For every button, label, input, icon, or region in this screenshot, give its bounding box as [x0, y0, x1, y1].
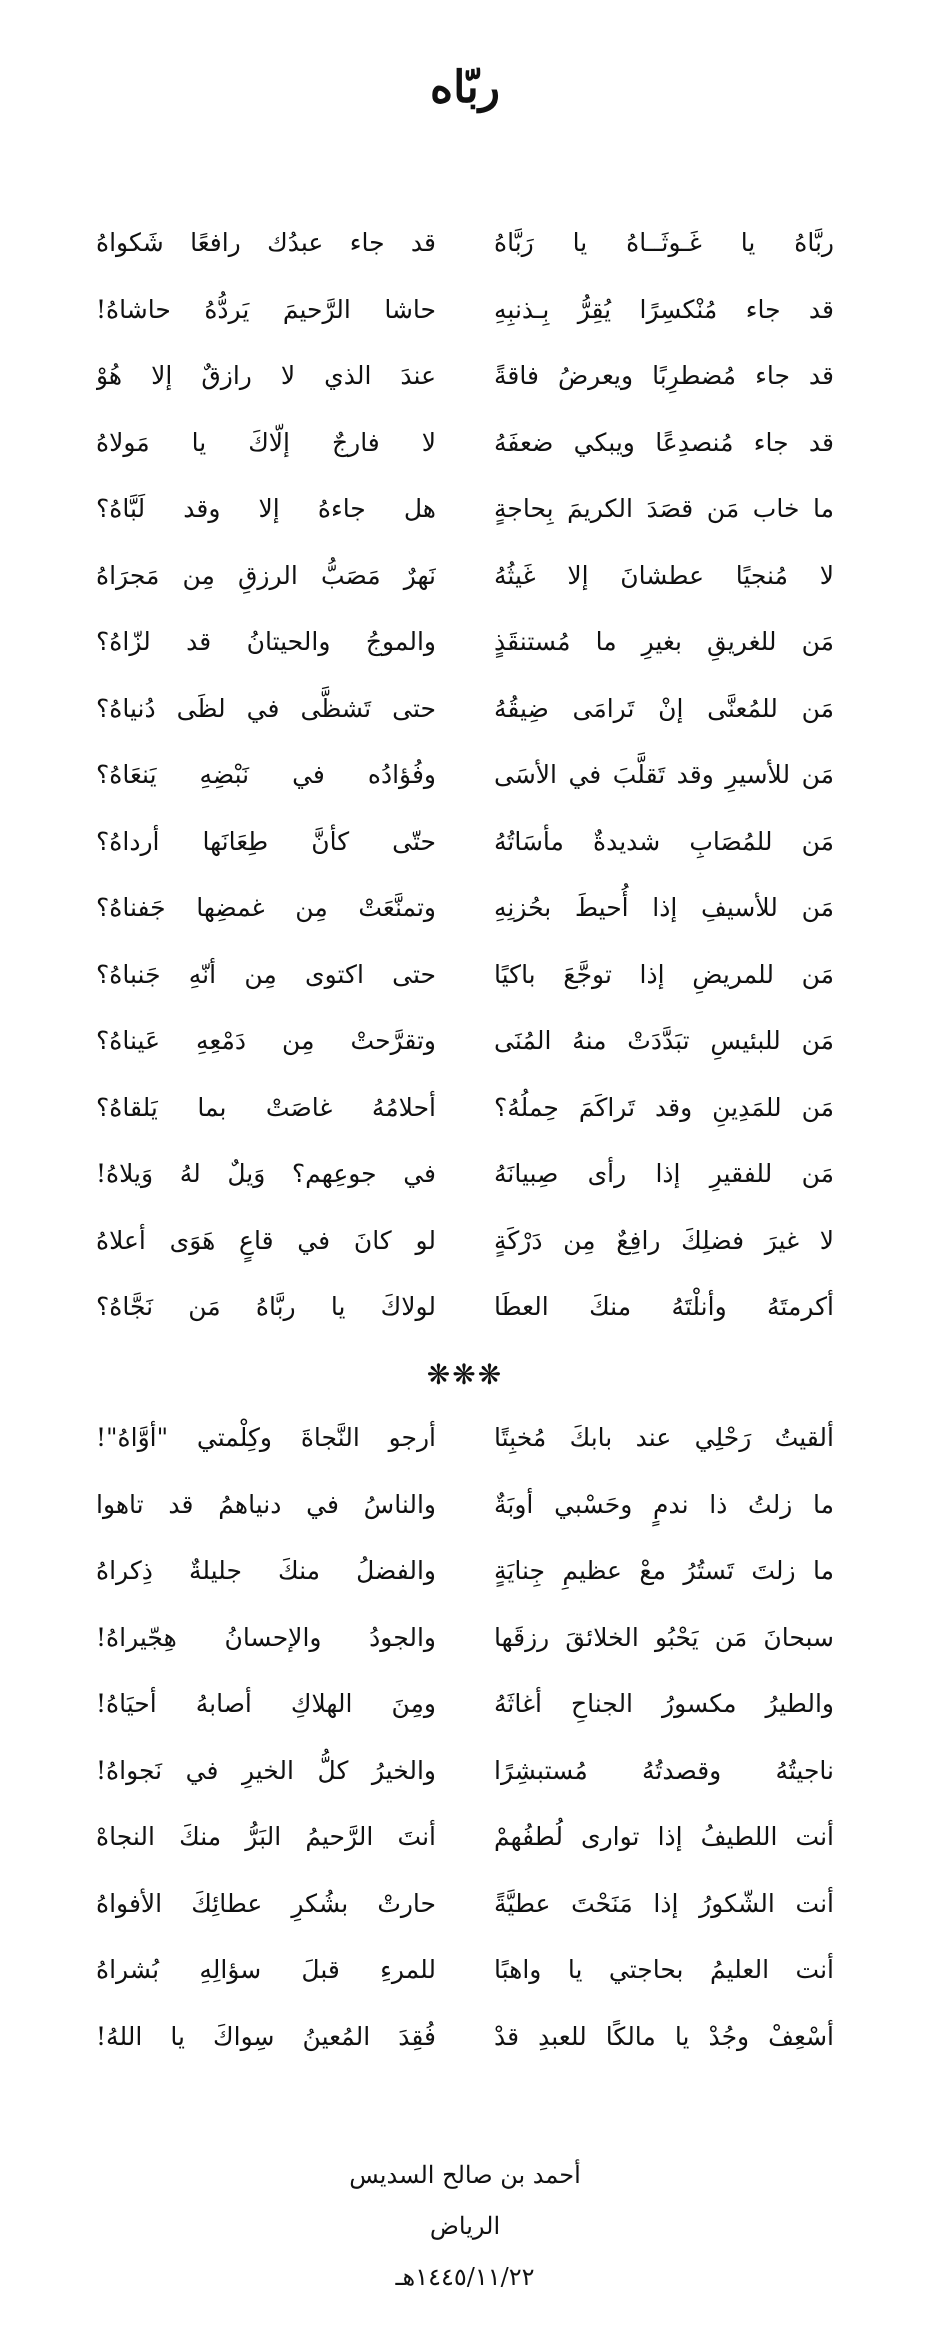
verse-line — [96, 1937, 834, 2004]
first-hemistich: قد جاء مُضطرِبًا ويعرضُ فاقةً — [494, 361, 834, 391]
first-hemistich: ألقيتُ رَحْلِي عند بابكَ مُخبِتًا — [494, 1423, 834, 1453]
verse-line — [96, 1405, 834, 1472]
section-divider: ❋❋❋ — [426, 1358, 504, 1391]
second-hemistich: حتّى كأنَّ طِعَانَها أرداهُ؟ — [96, 826, 436, 856]
first-hemistich: ما زلتَ تَستُرُ معْ عظيمِ جِنايَةٍ — [494, 1556, 834, 1586]
second-hemistich: لا فارجٌ إلّاكَ يا مَولاهُ — [96, 427, 436, 457]
verse-line — [96, 476, 834, 543]
first-hemistich: لا غيرَ فضلِكَ رافِعٌ مِن دَرْكَةٍ — [494, 1225, 834, 1255]
verse-line — [96, 1871, 834, 1938]
verse-line — [96, 1804, 834, 1871]
first-hemistich: مَن للمَدِينِ وقد تَراكَمَ حِملُهُ؟ — [494, 1092, 834, 1122]
first-hemistich: أنت الشّكورُ إذا مَنَحْتَ عطيَّةً — [494, 1888, 834, 1918]
first-hemistich: ما خاب مَن قصَدَ الكريمَ بِحاجةٍ — [494, 494, 834, 524]
second-hemistich: أنتَ الرَّحيمُ البَرُّ منكَ النجاهْ — [96, 1822, 436, 1852]
second-hemistich: عندَ الذي لا رازقٌ إلا هُوْ — [96, 361, 436, 391]
first-hemistich: قد جاء مُنْكسِرًا يُقِرُّ بِـذنبِهِ — [494, 294, 834, 324]
first-hemistich: أسْعِفْ وجُدْ يا مالكًا للعبدِ قدْ — [494, 2021, 834, 2051]
first-hemistich: لا مُنجيًا عطشانَ إلا غَيثُهُ — [494, 560, 834, 590]
second-hemistich: قد جاء عبدُك رافعًا شَكواهُ — [96, 228, 436, 258]
verse-line — [96, 1008, 834, 1075]
poem-title: ربّاه — [430, 62, 500, 113]
first-hemistich: سبحانَ مَن يَحْبُو الخلائقَ رزقَها — [494, 1622, 834, 1652]
first-hemistich: أنت العليمُ بحاجتي يا واهبًا — [494, 1955, 834, 1985]
verse-line — [96, 942, 834, 1009]
second-hemistich: للمرءِ قبلَ سؤالِهِ بُشراهُ — [96, 1955, 436, 1985]
second-hemistich: والموجُ والحيتانُ قد لزّاهُ؟ — [96, 627, 436, 657]
hijri-date: ١٤٤٥/١١/٢٢هـ — [395, 2263, 535, 2291]
second-hemistich: حاشا الرَّحيمَ يَردُّهُ حاشاهُ! — [96, 294, 436, 324]
verse-line — [96, 742, 834, 809]
verse-line — [96, 277, 834, 344]
second-hemistich: والخيرُ كلُّ الخيرِ في نَجواهُ! — [96, 1755, 436, 1785]
second-hemistich: أرجو النَّجاةَ وكِلْمتي "أوَّاهُ"! — [96, 1423, 436, 1453]
second-hemistich: حتى اكتوى مِن أنّهِ جَنباهُ؟ — [96, 959, 436, 989]
first-hemistich: مَن للمُعنَّى إنْ تَرامَى ضِيقُهُ — [494, 693, 834, 723]
second-hemistich: نَهرٌ مَصَبُّ الرزقِ مِن مَجرَاهُ — [96, 560, 436, 590]
second-hemistich: فُقِدَ المُعينُ سِواكَ يا اللهُ! — [96, 2021, 436, 2051]
verse-line — [96, 343, 834, 410]
second-hemistich: والفضلُ منكَ جليلةٌ ذِكراهُ — [96, 1556, 436, 1586]
verse-line — [96, 1472, 834, 1539]
verse-line — [96, 1208, 834, 1275]
first-hemistich: ما زلتُ ذا ندمٍ وحَسْبي أوبَةٌ — [494, 1489, 834, 1519]
second-hemistich: وفُؤادُه في نَبْضِهِ يَنعَاهُ؟ — [96, 760, 436, 790]
verse-line — [96, 210, 834, 277]
verse-line — [96, 1141, 834, 1208]
first-hemistich: أكرمتَهُ وأنلْتَهُ منكَ العطَا — [494, 1292, 834, 1322]
verse-line — [96, 410, 834, 477]
verse-line — [96, 1738, 834, 1805]
verse-line — [96, 1075, 834, 1142]
city-name: الرياض — [429, 2212, 501, 2240]
second-hemistich: حارتْ بشُكرِ عطائِكَ الأفواهُ — [96, 1888, 436, 1918]
first-hemistich: مَن للبئيسِ تبَدَّدَتْ منهُ المُنَى — [494, 1026, 834, 1056]
second-hemistich: هل جاءهُ إلا وقد لَبَّاهُ؟ — [96, 494, 436, 524]
first-hemistich: أنت اللطيفُ إذا توارى لُطفُهمْ — [494, 1822, 834, 1852]
stanza-2 — [96, 1405, 834, 2070]
second-hemistich: والناسُ في دنياهمُ قد تاهوا — [96, 1489, 436, 1519]
second-hemistich: حتى تَشظَّى في لظَى دُنياهُ؟ — [96, 693, 436, 723]
first-hemistich: قد جاء مُنصدِعًا ويبكي ضعفَهُ — [494, 427, 834, 457]
verse-line — [96, 809, 834, 876]
second-hemistich: ومِنَ الهلاكِ أصابهُ أحيَاهُ! — [96, 1689, 436, 1719]
verse-line — [96, 1538, 834, 1605]
first-hemistich: مَن للفقيرِ إذا رأى صِبيانَهُ — [494, 1159, 834, 1189]
second-hemistich: لو كانَ في قاعٍ هَوَى أعلاهُ — [96, 1225, 436, 1255]
verse-line — [96, 1274, 834, 1341]
first-hemistich: مَن للمريضِ إذا توجَّعَ باكيًا — [494, 959, 834, 989]
first-hemistich: ربَّاهُ يا غَـوثَــاهُ يا رَبَّاهُ — [494, 228, 834, 258]
first-hemistich: والطيرُ مكسورُ الجناحِ أغاثَهُ — [494, 1689, 834, 1719]
verse-line — [96, 543, 834, 610]
verse-line — [96, 1671, 834, 1738]
second-hemistich: أحلامُهُ غاصَتْ بما يَلقاهُ؟ — [96, 1092, 436, 1122]
verse-line — [96, 2004, 834, 2071]
verse-line — [96, 609, 834, 676]
verse-line — [96, 676, 834, 743]
second-hemistich: والجودُ والإحسانُ هِجّيراهُ! — [96, 1622, 436, 1652]
first-hemistich: مَن للغريقِ بغيرِ ما مُستنقَذٍ — [494, 627, 834, 657]
verse-line — [96, 1605, 834, 1672]
first-hemistich: مَن للأسيفِ إذا أُحيطَ بحُزنِهِ — [494, 893, 834, 923]
second-hemistich: وتمنَّعَتْ مِن غمضِها جَفناهُ؟ — [96, 893, 436, 923]
first-hemistich: ناجيتُهُ وقصدتُهُ مُستبشِرًا — [494, 1755, 834, 1785]
second-hemistich: في جوعِهم؟ وَيلٌ لهُ وَيلاهُ! — [96, 1159, 436, 1189]
signature-block — [0, 2150, 930, 2303]
second-hemistich: لولاكَ يا ربَّاهُ مَن نَجَّاهُ؟ — [96, 1292, 436, 1322]
author-name: أحمد بن صالح السديس — [349, 2161, 581, 2189]
first-hemistich: مَن للأسيرِ وقد تَقلَّبَ في الأسَى — [494, 760, 834, 790]
second-hemistich: وتقرَّحتْ مِن دَمْعِهِ عَيناهُ؟ — [96, 1026, 436, 1056]
first-hemistich: مَن للمُصَابِ شديدةٌ مأسَاتُهُ — [494, 826, 834, 856]
verse-line — [96, 875, 834, 942]
stanza-1 — [96, 210, 834, 1341]
